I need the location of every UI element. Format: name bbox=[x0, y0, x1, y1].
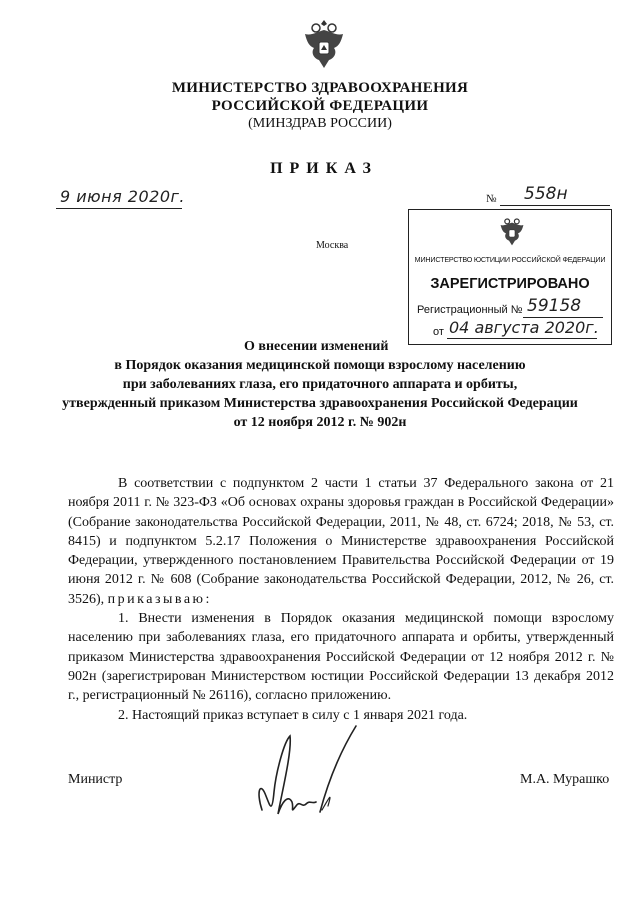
registration-stamp bbox=[408, 209, 612, 345]
number-sign: № bbox=[486, 193, 497, 205]
subject-line-2: в Порядок оказания медицинской помощи взрослому населению bbox=[114, 358, 526, 373]
number-underline bbox=[500, 205, 610, 206]
subject-line-4: утвержденный приказом Министерства здравоохранения Российской Федерации bbox=[62, 396, 578, 411]
ministry-short-name: (МИНЗДРАВ РОССИИ) bbox=[248, 116, 392, 131]
order-date: 9 июня 2020г. bbox=[60, 187, 186, 206]
clause-1: 1. Внести изменения в Порядок оказания медицинской помощи взрослому населению при заболеваниях глаза, его придаточного аппарата и орбиты, утвержденный приказом Министерства здравоохранения Российской Федерации от 12 ноября 2012 г. № 902н (зарегистрирован Министерством юстиции Российской Федерации 13 декабря 2012 г., регистрационный № 26116), согласно приложению. bbox=[68, 611, 614, 704]
from-date-underline bbox=[447, 338, 597, 339]
date-underline bbox=[56, 208, 182, 209]
signer-name: М.А. Мурашко bbox=[520, 772, 610, 787]
city-name: Москва bbox=[316, 240, 349, 251]
document-title: ПРИКАЗ bbox=[270, 160, 378, 177]
signer-role: Министр bbox=[68, 772, 123, 787]
order-body bbox=[68, 474, 614, 725]
stamp-from-label: от bbox=[433, 326, 444, 338]
handwritten-signature bbox=[232, 722, 362, 832]
stamp-organization: МИНИСТЕРСТВО ЮСТИЦИИ РОССИЙСКОЙ ФЕДЕРАЦИИ bbox=[414, 255, 606, 264]
order-number: 558н bbox=[524, 184, 568, 204]
stamp-status: ЗАРЕГИСТРИРОВАНО bbox=[430, 276, 590, 292]
preamble-text: В соответствии с подпунктом 2 части 1 статьи 37 Федерального закона от 21 ноября 2011 г. № 323-ФЗ «Об основах охраны здоровья граждан в Российской Федерации» (Собрание законодательства Российской Федерации, 2011, № 48, ст. 6724; 2018, № 53, ст. 8415) и подпунктом 5.2.17 Положения о Министерстве здравоохранения Российской Федерации, утвержденного постановлением Правительства Российской Федерации от 19 июня 2012 г. № 608 (Собрание законодательства Российской Федерации, 2012, № 26, ст. 3526), bbox=[68, 476, 614, 607]
stamp-reg-label: Регистрационный № bbox=[417, 304, 523, 316]
ministry-name-line2: РОССИЙСКОЙ ФЕДЕРАЦИИ bbox=[211, 98, 429, 114]
clause-2: 2. Настоящий приказ вступает в силу с 1 января 2021 года. bbox=[118, 707, 468, 723]
subject-line-1: О внесении изменений bbox=[244, 339, 389, 354]
subject-line-3: при заболеваниях глаза, его придаточного аппарата и орбиты, bbox=[122, 377, 518, 392]
order-keyword: приказываю: bbox=[107, 591, 212, 607]
stamp-reg-number: 59158 bbox=[527, 296, 582, 316]
coat-of-arms-icon bbox=[497, 214, 527, 248]
preamble-paragraph bbox=[68, 474, 614, 609]
stamp-from-date: 04 августа 2020г. bbox=[449, 318, 599, 337]
coat-of-arms-icon bbox=[299, 16, 349, 72]
subject-line-5: от 12 ноября 2012 г. № 902н bbox=[233, 415, 407, 430]
ministry-name-line1: МИНИСТЕРСТВО ЗДРАВООХРАНЕНИЯ bbox=[171, 80, 469, 96]
